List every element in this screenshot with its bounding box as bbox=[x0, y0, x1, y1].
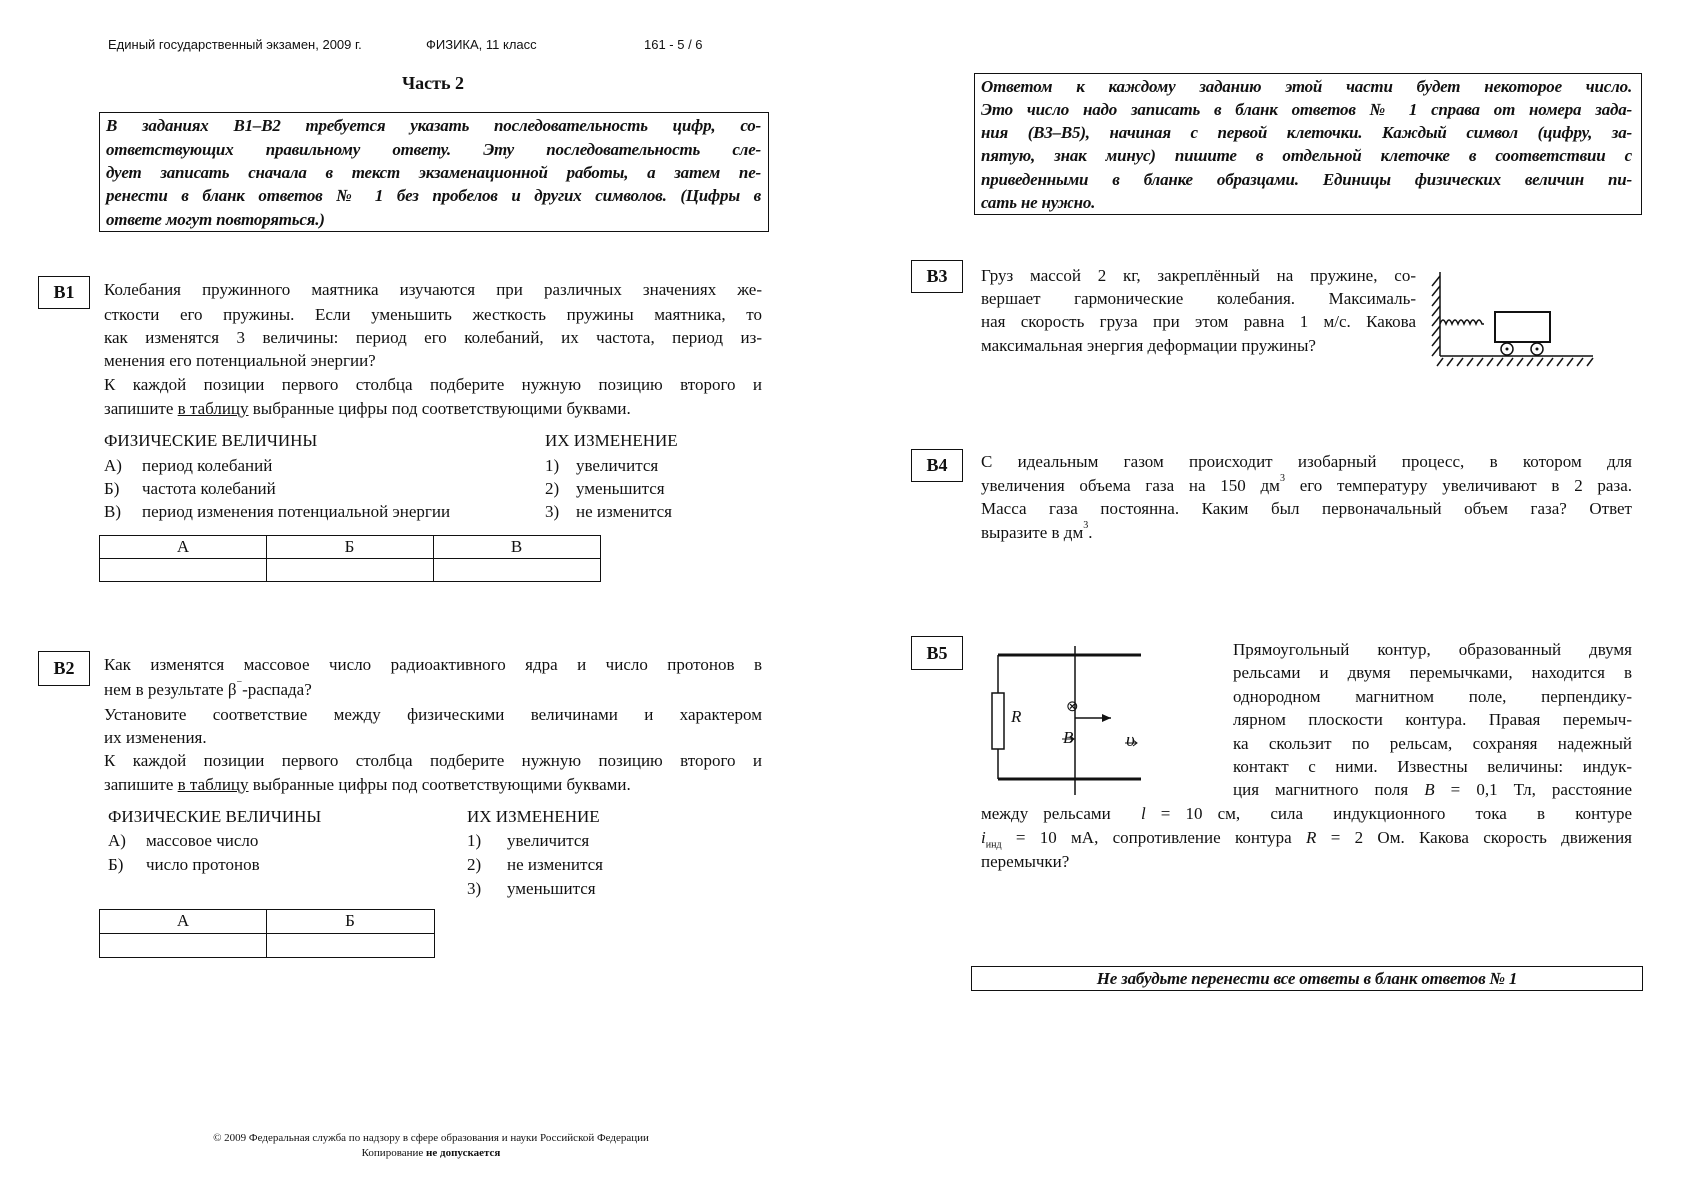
instruction-line: ответствующих правильному ответу. Эту последовательность сле- bbox=[106, 140, 761, 159]
text: нем в результате β bbox=[104, 680, 237, 699]
resistor-label: R bbox=[1011, 707, 1022, 726]
b5-text-line: рельсами и двумя перемычками, находится в bbox=[1233, 663, 1632, 682]
b1-item-letter: Б) bbox=[104, 479, 120, 498]
table-header: А bbox=[99, 909, 267, 934]
text: выразите в дм bbox=[981, 523, 1084, 542]
b2-text-line bbox=[104, 773, 631, 797]
b2-text-line: Как изменятся массовое число радиоактивного ядра и число протонов в bbox=[104, 655, 762, 674]
text: = 10 см, сила индукционного тока в контуре bbox=[1145, 804, 1632, 823]
instruction-line: ответе могут повторяться.) bbox=[106, 210, 325, 229]
instruction-line: ренести в бланк ответов № 1 без пробелов и других символов. (Цифры в bbox=[106, 186, 761, 205]
task-label-b5: B5 bbox=[911, 636, 963, 670]
task-label-b4: B4 bbox=[911, 449, 963, 482]
part-title: Часть 2 bbox=[401, 73, 465, 93]
instruction-line: приведенными в бланке образцами. Единицы физических величин пи- bbox=[981, 170, 1632, 189]
text: между рельсами bbox=[981, 804, 1141, 823]
b2-item-letter: А) bbox=[108, 831, 126, 850]
table-link: в таблицу bbox=[177, 775, 249, 794]
b3-text-line: вершает гармонические колебания. Максималь- bbox=[981, 289, 1416, 308]
text: = 10 мА, сопротивление контура bbox=[1001, 828, 1307, 847]
answer-cell[interactable] bbox=[266, 558, 434, 582]
b5-text-line: Прямоугольный контур, образованный двумя bbox=[1233, 640, 1632, 659]
page-number: 161 - 5 / 6 bbox=[644, 37, 703, 52]
b1-item-text: период изменения потенциальной энергии bbox=[142, 502, 451, 521]
field-label: B bbox=[1063, 728, 1074, 747]
b4-text-line: Масса газа постоянна. Каким был первоначальный объем газа? Ответ bbox=[981, 499, 1632, 518]
task-label-b1: B1 bbox=[38, 276, 90, 309]
b1-text-line: К каждой позиции первого столбца подберите нужную позицию второго и bbox=[104, 375, 762, 394]
text: увеличения объема газа на 150 дм bbox=[981, 476, 1280, 495]
b2-option-text: не изменится bbox=[507, 855, 603, 874]
b2-option-num: 3) bbox=[467, 879, 482, 898]
b2-text-line: К каждой позиции первого столбца подберите нужную позицию второго и bbox=[104, 751, 762, 770]
text: выбранные цифры под соответствующими буквами. bbox=[248, 399, 631, 418]
field-into-page-icon: ⊗ bbox=[1066, 699, 1079, 715]
b2-text-line bbox=[104, 678, 312, 702]
superscript: − bbox=[236, 677, 243, 688]
b2-text-line: Установите соответствие между физическими величинами и характером bbox=[104, 705, 762, 724]
b1-item-text: частота колебаний bbox=[142, 479, 276, 498]
answer-cell[interactable] bbox=[433, 558, 601, 582]
b2-item-text: число протонов bbox=[146, 855, 260, 874]
reminder-box: Не забудьте перенести все ответы в бланк ответов № 1 bbox=[971, 966, 1643, 991]
variable: i bbox=[981, 828, 986, 847]
b1-col2-heading: ИХ ИЗМЕНЕНИЕ bbox=[545, 431, 678, 450]
variable: B bbox=[1424, 780, 1435, 799]
text: Копирование bbox=[361, 1147, 427, 1159]
b3-text-line: максимальная энергия деформации пружины? bbox=[981, 336, 1316, 355]
b1-option-text: увеличится bbox=[576, 456, 659, 475]
copy-notice bbox=[131, 1147, 731, 1159]
b1-item-text: период колебаний bbox=[142, 456, 273, 475]
table-header: В bbox=[433, 535, 601, 559]
b2-item-letter: Б) bbox=[108, 855, 124, 874]
b1-option-num: 3) bbox=[545, 502, 560, 521]
text: . bbox=[1088, 523, 1093, 542]
answer-cell[interactable] bbox=[266, 933, 435, 958]
task-label-b3: B3 bbox=[911, 260, 963, 293]
b2-option-text: уменьшится bbox=[507, 879, 596, 898]
b1-col1-heading: ФИЗИЧЕСКИЕ ВЕЛИЧИНЫ bbox=[104, 431, 318, 450]
b3-text-line: ная скорость груза при этом равна 1 м/с. Какова bbox=[981, 312, 1416, 331]
b5-text-line bbox=[981, 826, 1632, 850]
b5-text-line: перемычки? bbox=[981, 852, 1070, 871]
b1-option-num: 1) bbox=[545, 456, 560, 475]
b1-text-line: как изменятся 3 величины: период его колебаний, их частота, период из- bbox=[104, 328, 762, 347]
cart-icon bbox=[1495, 312, 1550, 342]
b5-text-line: однородном магнитном поле, перпендику- bbox=[1233, 687, 1632, 706]
text: запишите bbox=[104, 399, 178, 418]
resistor-icon bbox=[992, 693, 1004, 749]
spring-pendulum-figure bbox=[1429, 270, 1599, 370]
text-bold: не допускается bbox=[426, 1147, 501, 1159]
superscript: 3 bbox=[1279, 473, 1285, 484]
text: его температуру увеличивают в 2 раза. bbox=[1284, 476, 1632, 495]
b2-option-num: 2) bbox=[467, 855, 482, 874]
b5-text-line bbox=[981, 802, 1632, 826]
b2-col2-heading: ИХ ИЗМЕНЕНИЕ bbox=[467, 807, 600, 826]
instruction-line: Это число надо записать в бланк ответов № 1 справа от номера зада- bbox=[981, 100, 1632, 119]
b1-text-line: сткости его пружины. Если уменьшить жесткость пружины маятника, то bbox=[104, 305, 762, 324]
superscript: 3 bbox=[1083, 520, 1089, 531]
b3-text-line: Груз массой 2 кг, закреплённый на пружине, со- bbox=[981, 266, 1416, 285]
answer-cell[interactable] bbox=[99, 558, 267, 582]
b1-text-line: Колебания пружинного маятника изучаются при различных значениях же- bbox=[104, 280, 762, 299]
velocity-label: υ bbox=[1126, 730, 1135, 751]
task-label-b2: B2 bbox=[38, 651, 90, 686]
instruction-line: пятую, знак минус) пишите в отдельной клеточке в соответствии с bbox=[981, 146, 1632, 165]
b2-option-num: 1) bbox=[467, 831, 482, 850]
b4-text-line bbox=[981, 474, 1632, 498]
copyright: © 2009 Федеральная служба по надзору в сфере образования и науки Российской Федерации bbox=[213, 1132, 649, 1144]
answer-cell[interactable] bbox=[99, 933, 267, 958]
text: = 0,1 Тл, расстояние bbox=[1434, 780, 1632, 799]
b2-text-line: их изменения. bbox=[104, 728, 207, 747]
instruction-line: сать не нужно. bbox=[981, 193, 1096, 212]
b1-option-text: не изменится bbox=[576, 502, 672, 521]
table-header: Б bbox=[266, 909, 435, 934]
b4-text-line: С идеальным газом происходит изобарный процесс, в котором для bbox=[981, 452, 1632, 471]
table-link: в таблицу bbox=[177, 399, 249, 418]
text: выбранные цифры под соответствующими буквами. bbox=[248, 775, 631, 794]
b5-text-line: контакт с ними. Известны величины: индук- bbox=[1233, 757, 1632, 776]
arrow-right-icon bbox=[1102, 714, 1111, 722]
b1-option-text: уменьшится bbox=[576, 479, 665, 498]
instruction-line: Ответом к каждому заданию этой части будет некоторое число. bbox=[981, 77, 1632, 96]
b2-option-text: увеличится bbox=[507, 831, 590, 850]
variable: l bbox=[1140, 804, 1146, 823]
b2-item-text: массовое число bbox=[146, 831, 259, 850]
b1-item-letter: В) bbox=[104, 502, 121, 521]
instruction-line: В заданиях В1–В2 требуется указать последовательность цифр, со- bbox=[106, 116, 761, 135]
b4-text-line bbox=[981, 521, 1092, 545]
text: запишите bbox=[104, 775, 178, 794]
b5-text-line: лярном плоскости контура. Правая перемыч- bbox=[1233, 710, 1632, 729]
table-header: Б bbox=[266, 535, 434, 559]
subject: ФИЗИКА, 11 класс bbox=[426, 37, 537, 52]
b1-text-line: менения его потенциальной энергии? bbox=[104, 351, 376, 370]
spring-icon bbox=[1440, 320, 1484, 324]
b1-text-line bbox=[104, 397, 631, 421]
b5-text-line bbox=[1233, 778, 1632, 802]
text: ция магнитного поля bbox=[1233, 780, 1425, 799]
b1-option-num: 2) bbox=[545, 479, 560, 498]
text: = 2 Ом. Какова скорость движения bbox=[1316, 828, 1632, 847]
text: -распада? bbox=[242, 680, 312, 699]
table-header: А bbox=[99, 535, 267, 559]
circuit-figure bbox=[987, 645, 1217, 797]
b1-item-letter: А) bbox=[104, 456, 122, 475]
instruction-line: ния (В3–В5), начиная с первой клеточки. Каждый символ (цифру, за- bbox=[981, 123, 1632, 142]
subscript: инд bbox=[985, 839, 1002, 851]
instruction-line: дует записать сначала в текст экзаменационной работы, а затем пе- bbox=[106, 163, 761, 182]
variable: R bbox=[1306, 828, 1317, 847]
exam-title: Единый государственный экзамен, 2009 г. bbox=[108, 37, 362, 52]
b2-col1-heading: ФИЗИЧЕСКИЕ ВЕЛИЧИНЫ bbox=[108, 807, 322, 826]
b5-text-line: ка скользит по рельсам, сохраняя надежный bbox=[1233, 734, 1632, 753]
